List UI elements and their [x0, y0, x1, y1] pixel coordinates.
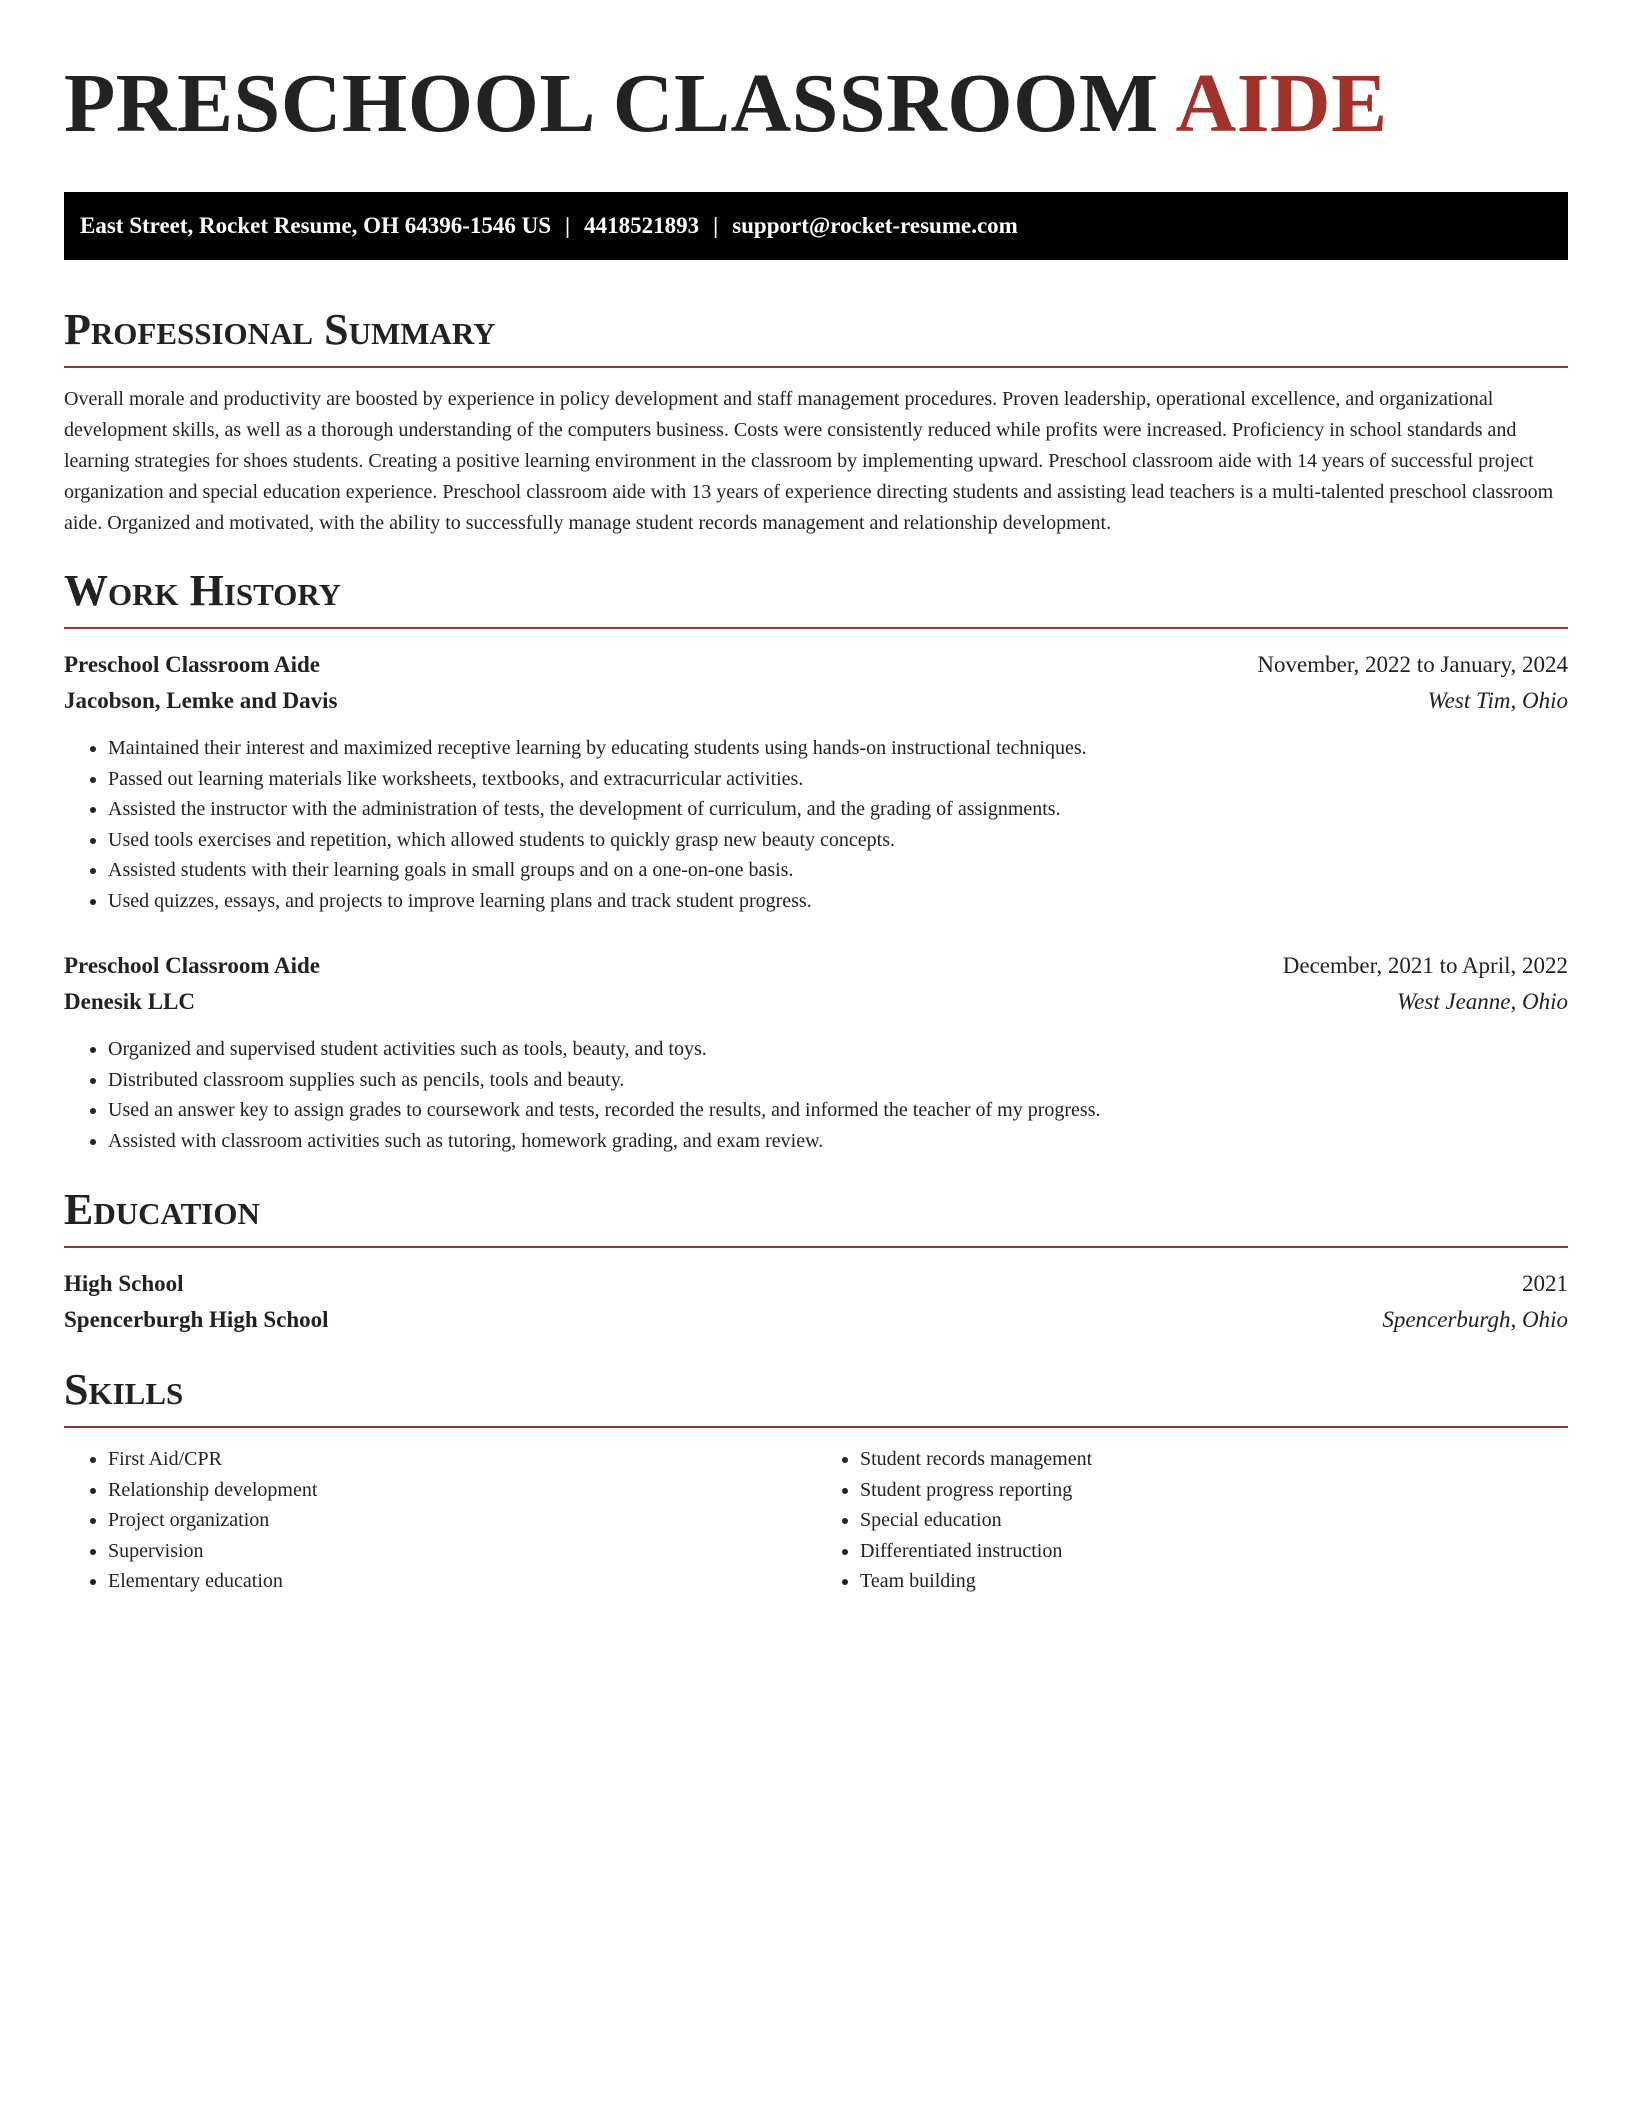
job-dates: November, 2022 to January, 2024	[1257, 652, 1568, 677]
skills-grid	[64, 1444, 1568, 1597]
skill-item: • Elementary education	[108, 1566, 816, 1597]
summary-text: Overall morale and productivity are boosted by experience in policy development and staff management procedures. Proven leadership, operational excellence, and organizational development skills, as well as a thorough understanding of the computers business. Costs were consistently reduced while profits were increased. Proficiency in school standards and learning strategies for shoes students. Creating a positive learning environment in the classroom by implementing upward. Preschool classroom aide with 14 years of successful project organization and special education experience. Preschool classroom aide with 13 years of experience directing students and assisting lead teachers is a multi-talented preschool classroom aide. Organized and motivated, with the ability to successfully manage student records management and relationship development.	[64, 388, 1554, 534]
job-entry	[64, 948, 1568, 1156]
list-item: • Assisted with classroom activities such as tutoring, homework grading, and exam review.	[108, 1126, 1568, 1157]
skill-item: • Special education	[860, 1505, 1568, 1536]
work-history-section	[64, 565, 1568, 1156]
list-item: • Distributed classroom supplies such as pencils, tools and beauty.	[108, 1065, 1568, 1096]
skill-item: • Student records management	[860, 1444, 1568, 1475]
resume-title	[64, 56, 1568, 152]
list-item: • Passed out learning materials like worksheets, textbooks, and extracurricular activities.	[108, 764, 1568, 795]
contact-email: support@rocket-resume.com	[732, 213, 1018, 238]
list-item: • Used tools exercises and repetition, which allowed students to quickly grasp new beauty concepts.	[108, 825, 1568, 856]
job-company: Jacobson, Lemke and Davis	[64, 688, 338, 713]
skill-item: • Differentiated instruction	[860, 1536, 1568, 1567]
job-title-row	[64, 948, 1568, 984]
contact-separator: |	[713, 213, 719, 238]
education-degree: High School	[64, 1271, 184, 1296]
skills-section	[64, 1364, 1568, 1597]
skills-list-left	[64, 1444, 816, 1597]
list-item: • Used quizzes, essays, and projects to improve learning plans and track student progress.	[108, 886, 1568, 917]
job-company-row	[64, 984, 1568, 1020]
skill-item: • Supervision	[108, 1536, 816, 1567]
contact-separator: |	[565, 213, 571, 238]
education-heading: Education	[64, 1184, 1568, 1248]
summary-section	[64, 304, 1568, 539]
education-location: Spencerburgh, Ohio	[1382, 1307, 1568, 1332]
skill-item: • Project organization	[108, 1505, 816, 1536]
list-item: • Organized and supervised student activities such as tools, beauty, and toys.	[108, 1034, 1568, 1065]
job-title-row	[64, 647, 1568, 683]
title-accent: AIDE	[1175, 57, 1388, 150]
contact-bar	[64, 192, 1568, 260]
education-school: Spencerburgh High School	[64, 1307, 329, 1332]
work-history-heading: Work History	[64, 565, 1568, 629]
list-item: • Assisted students with their learning goals in small groups and on a one-on-one basis.	[108, 855, 1568, 886]
education-entry	[64, 1266, 1568, 1338]
job-title: Preschool Classroom Aide	[64, 652, 320, 677]
skills-heading: Skills	[64, 1364, 1568, 1428]
job-location: West Jeanne, Ohio	[1397, 989, 1568, 1014]
contact-address: East Street, Rocket Resume, OH 64396-1546 US	[80, 213, 552, 238]
title-main: PRESCHOOL CLASSROOM	[64, 57, 1159, 150]
list-item: • Used an answer key to assign grades to coursework and tests, recorded the results, and informed the teacher of my progress.	[108, 1095, 1568, 1126]
education-year: 2021	[1522, 1271, 1568, 1296]
skill-item: • Relationship development	[108, 1475, 816, 1506]
skill-item: • First Aid/CPR	[108, 1444, 816, 1475]
job-entry	[64, 647, 1568, 916]
education-section	[64, 1184, 1568, 1338]
education-degree-row	[64, 1266, 1568, 1302]
job-title: Preschool Classroom Aide	[64, 953, 320, 978]
list-item: • Maintained their interest and maximized receptive learning by educating students using hands-on instructional techniques.	[108, 733, 1568, 764]
skill-item: • Team building	[860, 1566, 1568, 1597]
job-location: West Tim, Ohio	[1427, 688, 1568, 713]
job-company: Denesik LLC	[64, 989, 195, 1014]
summary-heading: Professional Summary	[64, 304, 1568, 368]
job-dates: December, 2021 to April, 2022	[1282, 953, 1568, 978]
skill-item: • Student progress reporting	[860, 1475, 1568, 1506]
job-bullets	[64, 733, 1568, 916]
contact-phone: 4418521893	[584, 213, 700, 238]
skills-list-right	[816, 1444, 1568, 1597]
education-school-row	[64, 1302, 1568, 1338]
list-item: • Assisted the instructor with the administration of tests, the development of curriculum, and the grading of assignments.	[108, 794, 1568, 825]
job-company-row	[64, 683, 1568, 719]
job-bullets	[64, 1034, 1568, 1156]
